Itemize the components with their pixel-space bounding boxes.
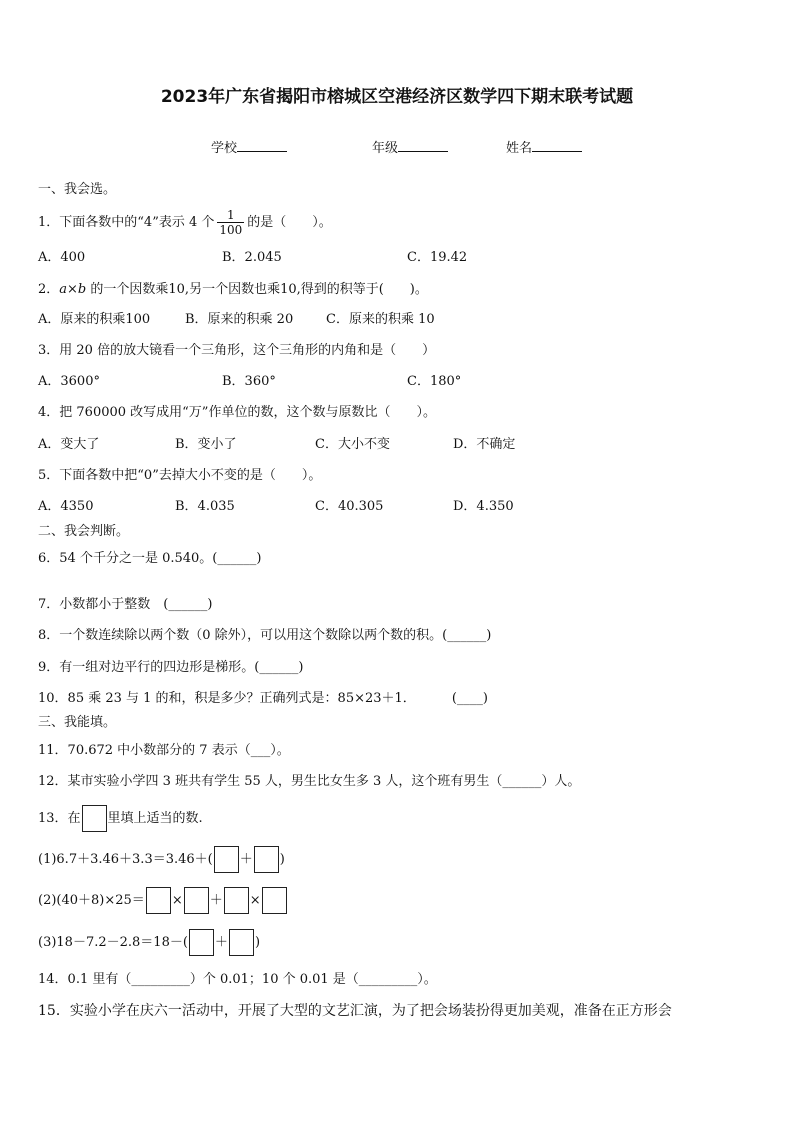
question-2-variable: a×b [59,282,87,297]
q2-option-b: B．原来的积乘 20 [185,312,294,327]
question-10 [38,690,488,708]
fraction-numerator: 1 [217,208,244,223]
question-3: 3．用 20 倍的放大镜看一个三角形，这个三角形的内角和是（ ） [38,343,436,358]
close-paren: ) [254,935,261,950]
question-10-answer-blank: (____) [451,691,488,706]
question-13-text-end: 里填上适当的数. [107,811,203,826]
page-title: 2023年广东省揭阳市榕城区空港经济区数学四下期末联考试题 [160,87,634,107]
answer-box [229,929,254,956]
q5-option-c: C．40.305 [315,499,384,514]
section-1-heading: 一、我会选。 [38,182,117,197]
q4-option-c: C．大小不变 [315,437,390,452]
question-6: 6．54 个千分之一是 0.540。(______) [38,551,262,566]
question-9: 9．有一组对边平行的四边形是梯形。(______) [38,660,304,675]
q4-option-a: A．变大了 [38,437,100,452]
question-7: 7．小数都小于整数 (______) [38,597,213,612]
q4-option-d: D．不确定 [453,437,516,452]
question-8: 8．一个数连续除以两个数（0 除外），可以用这个数除以两个数的积。(______) [38,628,492,643]
plus-sign: ＋ [214,935,228,950]
question-2 [38,281,428,299]
answer-box [214,846,239,873]
q13-part-1-expr: (1)6.7＋3.46＋3.3＝3.46＋( [38,852,213,867]
plus-sign: ＋ [209,893,223,908]
section-3-heading: 三、我能填。 [38,715,117,730]
q3-option-a: A．3600° [38,374,100,389]
q13-part-2 [38,887,288,915]
question-5: 5．下面各数中把“0”去掉大小不变的是（ ）。 [38,468,322,483]
q2-option-c: C．原来的积乘 10 [326,312,435,327]
q4-option-b: B．变小了 [175,437,237,452]
q13-part-1 [38,846,285,874]
section-2-heading: 二、我会判断。 [38,524,130,539]
question-2-text: 的一个因数乘10,另一个因数也乘10,得到的积等于( )。 [90,282,428,297]
question-1 [38,203,332,243]
fraction-denominator: 100 [219,223,243,237]
name-label: 姓名 [506,141,533,156]
answer-box [262,887,287,914]
times-sign: × [249,893,261,908]
answer-box [189,929,214,956]
times-sign: × [171,893,183,908]
question-14: 14．0.1 里有（_________）个 0.01；10 个 0.01 是（_________）。 [38,972,437,987]
question-11: 11．70.672 中小数部分的 7 表示（___）。 [38,743,290,758]
question-1-text: 1．下面各数中的“4”表示 4 个 [38,215,215,230]
question-13 [38,805,203,833]
plus-sign: ＋ [239,852,253,867]
question-2-number: 2． [38,282,60,297]
q13-part-3-expr: (3)18－7.2－2.8＝18－( [38,935,188,950]
q13-part-2-expr: (2)(40＋8)×25＝ [38,893,145,908]
answer-box [184,887,209,914]
fraction [217,208,244,237]
q5-option-b: B．4.035 [175,499,235,514]
answer-box [254,846,279,873]
question-10-text: 10．85 乘 23 与 1 的和，积是多少？正确列式是：85×23＋1． [38,691,416,706]
answer-box [224,887,249,914]
grade-field [372,140,448,158]
q1-option-c: C．19.42 [407,250,468,265]
question-4: 4．把 760000 改写成用“万”作单位的数，这个数与原数比（ ）。 [38,405,436,420]
school-field [211,140,287,158]
q2-option-a: A．原来的积乘100 [38,312,151,327]
school-label: 学校 [211,141,238,156]
q3-option-c: C．180° [407,374,462,389]
close-paren: ) [279,852,285,867]
answer-box [82,805,107,832]
question-15: 15．实验小学在庆六一活动中，开展了大型的文艺汇演，为了把会场装扮得更加美观，准备在正方形会 [38,1003,672,1019]
question-12: 12．某市实验小学四 3 班共有学生 55 人，男生比女生多 3 人，这个班有男生（______）人。 [38,774,581,789]
grade-label: 年级 [372,141,399,156]
answer-box [146,887,171,914]
q5-option-a: A．4350 [38,499,94,514]
name-field [506,140,582,158]
question-13-text: 13．在 [38,811,81,826]
q5-option-d: D．4.350 [453,499,514,514]
q1-option-b: B．2.045 [222,250,282,265]
q3-option-b: B．360° [222,374,276,389]
q1-option-a: A．400 [38,250,86,265]
q13-part-3 [38,929,260,957]
question-1-text-end: 的是（ ）。 [247,215,332,230]
